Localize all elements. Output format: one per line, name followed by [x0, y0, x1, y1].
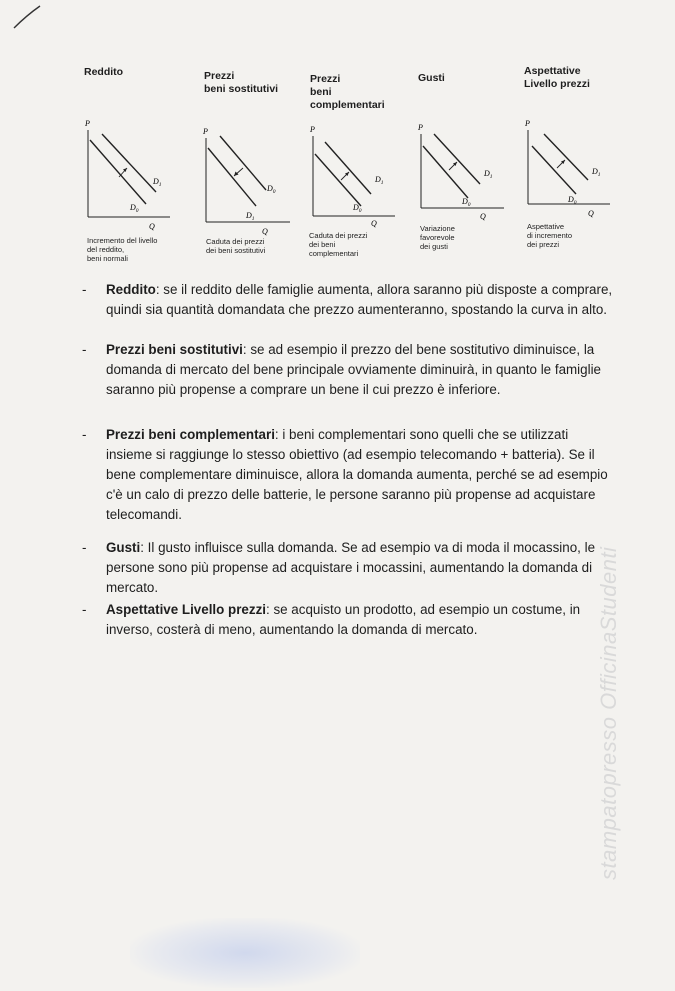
- label-d1: $D_1$: [246, 211, 255, 222]
- panel-caption: Incremento del livello del reddito, beni normali: [87, 236, 158, 263]
- demand-curve-d0: [220, 136, 266, 190]
- demand-shift-graph: [412, 118, 512, 226]
- axis-p-label: P: [85, 119, 90, 128]
- panel-heading: Prezzi beni complementari: [310, 73, 385, 111]
- demand-curve-d1: [208, 148, 256, 206]
- watermark: stampatopresso OfficinaStudenti: [596, 546, 621, 880]
- demand-curve-d1: [544, 134, 588, 180]
- axis-q-label: Q: [262, 227, 268, 236]
- demand-curve-d1: [325, 142, 371, 194]
- demand-curve-d0: [315, 154, 361, 206]
- label-d1: $D_1$: [592, 167, 601, 178]
- label-d0: $D_0$: [130, 203, 139, 214]
- axis-p-label: P: [310, 125, 315, 134]
- label-d1: $D_1$: [375, 175, 384, 186]
- label-d0: $D_0$: [267, 184, 276, 195]
- label-d0: $D_0$: [462, 197, 471, 208]
- panel-caption: Variazione favorevole dei gusti: [420, 224, 455, 251]
- demand-shift-graph: [305, 120, 405, 235]
- demand-shift-graph: [80, 112, 180, 232]
- axis-q-label: Q: [371, 219, 377, 228]
- axis-p-label: P: [525, 119, 530, 128]
- demand-curve-d1: [434, 134, 480, 184]
- panel-caption: Caduta dei prezzi dei beni complementari: [309, 231, 368, 258]
- demand-shift-graph: [198, 122, 298, 237]
- panel-heading: Gusti: [418, 72, 445, 84]
- axis-p-label: P: [203, 127, 208, 136]
- panel-caption: Aspettative di incremento dei prezzi: [527, 222, 573, 249]
- label-d1: $D_1$: [153, 177, 162, 188]
- axis-q-label: Q: [149, 222, 155, 231]
- panel-heading: Prezzi beni sostitutivi: [204, 70, 279, 95]
- axis-p-label: P: [418, 123, 423, 132]
- panel-heading: Reddito: [84, 66, 124, 78]
- axis-q-label: Q: [588, 209, 594, 218]
- demand-curve-d0: [423, 146, 468, 198]
- axis-q-label: Q: [480, 212, 486, 221]
- demand-shift-diagrams: [0, 0, 675, 275]
- panel-heading: Aspettative Livello prezzi: [524, 65, 590, 90]
- scan-smudge: [130, 918, 360, 988]
- panel-caption: Caduta dei prezzi dei beni sostitutivi: [206, 237, 266, 255]
- label-d0: $D_0$: [568, 195, 577, 206]
- demand-shift-graph: [520, 114, 620, 222]
- label-d0: $D_0$: [353, 203, 362, 214]
- demand-curve-d0: [532, 146, 576, 194]
- label-d1: $D_1$: [484, 169, 493, 180]
